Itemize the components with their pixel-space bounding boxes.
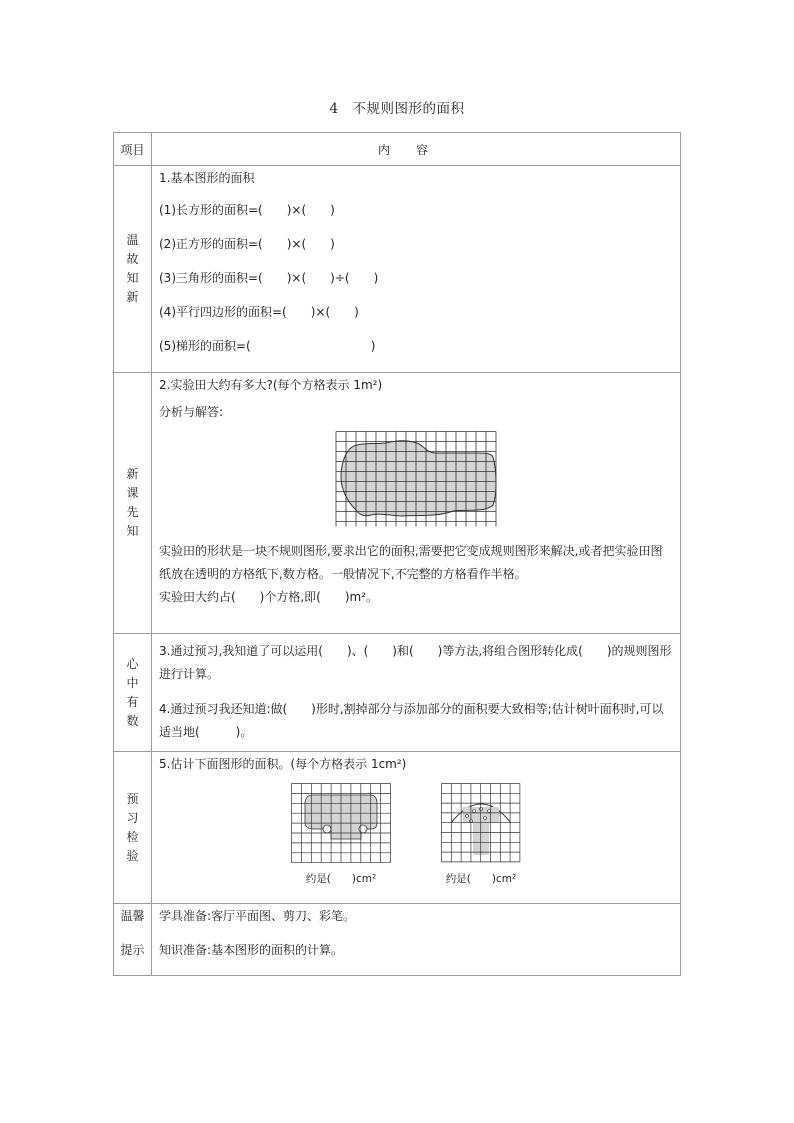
tips-label-2: 提示 <box>120 943 145 957</box>
review-row <box>114 166 681 373</box>
shape-grid-2 <box>441 783 521 863</box>
preview-figures <box>159 783 673 888</box>
header-item: 项目 <box>114 133 152 166</box>
field-shape <box>341 441 496 516</box>
new-lesson-label: 新课先知 <box>114 373 152 634</box>
preview-row <box>114 752 681 904</box>
preview-question: 5.估计下面图形的面积。(每个方格表示 1cm²) <box>159 757 407 771</box>
field-figure <box>159 431 673 532</box>
worksheet-table <box>113 132 681 976</box>
tips-row <box>114 904 681 976</box>
tips-label-1: 温馨 <box>120 909 145 923</box>
preview-figure-2 <box>441 783 521 888</box>
shape-grid-1 <box>291 783 391 863</box>
title-number: 4 <box>329 101 339 117</box>
preview-caption-1: 约是( )cm² <box>305 873 377 885</box>
header-content: 内容 <box>152 133 681 166</box>
analysis-label: 分析与解答: <box>159 405 224 419</box>
shape-grid-2-lines <box>442 784 520 862</box>
preview-figure-1 <box>291 783 391 888</box>
field-answer: 实验田大约占( )个方格,即( )m²。 <box>159 590 379 604</box>
shape-grid-1-lines <box>292 784 391 863</box>
header-row <box>114 133 681 166</box>
tips-line-1: 学具准备:客厅平面图、剪刀、彩笔。 <box>159 909 356 923</box>
preview-label: 预习检验 <box>114 752 152 904</box>
new-lesson-row <box>114 373 681 634</box>
mind-content <box>152 634 681 752</box>
tips-label <box>114 904 152 976</box>
mind-question-4: 4.通过预习我还知道:做( )形时,割掉部分与添加部分的面积要大致相等;估计树叶面积时,可以适当地( )。 <box>159 702 664 739</box>
preview-content <box>152 752 681 904</box>
shape-1-circle-right <box>359 825 367 833</box>
field-question: 2.实验田大约有多大?(每个方格表示 1m²) <box>159 378 383 392</box>
mind-label: 心中有数 <box>114 634 152 752</box>
preview-caption-2: 约是( )cm² <box>445 873 517 885</box>
mind-question-3: 3.通过预习,我知道了可以运用( )、( )和( )等方法,将组合图形转化成( )的规则图形进行计算。 <box>159 644 672 681</box>
tips-line-2: 知识准备:基本图形的面积的计算。 <box>159 943 344 957</box>
page-title <box>0 97 794 117</box>
review-item-1: (1)长方形的面积=( )×( ) <box>159 202 335 217</box>
review-item-5: (5)梯形的面积=( ) <box>159 338 376 353</box>
review-item-3: (3)三角形的面积=( )×( )÷( ) <box>159 270 379 285</box>
review-label: 温故知新 <box>114 166 152 373</box>
review-item-2: (2)正方形的面积=( )×( ) <box>159 236 335 251</box>
tips-content <box>152 904 681 976</box>
mind-row <box>114 634 681 752</box>
title-text: 不规则图形的面积 <box>352 101 465 117</box>
review-content <box>152 166 681 373</box>
review-item-4: (4)平行四边形的面积=( )×( ) <box>159 304 359 319</box>
review-heading: 1.基本图形的面积 <box>159 171 255 185</box>
shape-1-circle-left <box>323 825 331 833</box>
field-grid-figure <box>335 431 497 527</box>
field-paragraph: 实验田的形状是一块不规则图形,要求出它的面积,需要把它变成规则图形来解决,或者把实验田图纸放在透明的方格纸下,数方格。一般情况下,不完整的方格看作半格。 <box>159 544 663 581</box>
new-lesson-content <box>152 373 681 634</box>
